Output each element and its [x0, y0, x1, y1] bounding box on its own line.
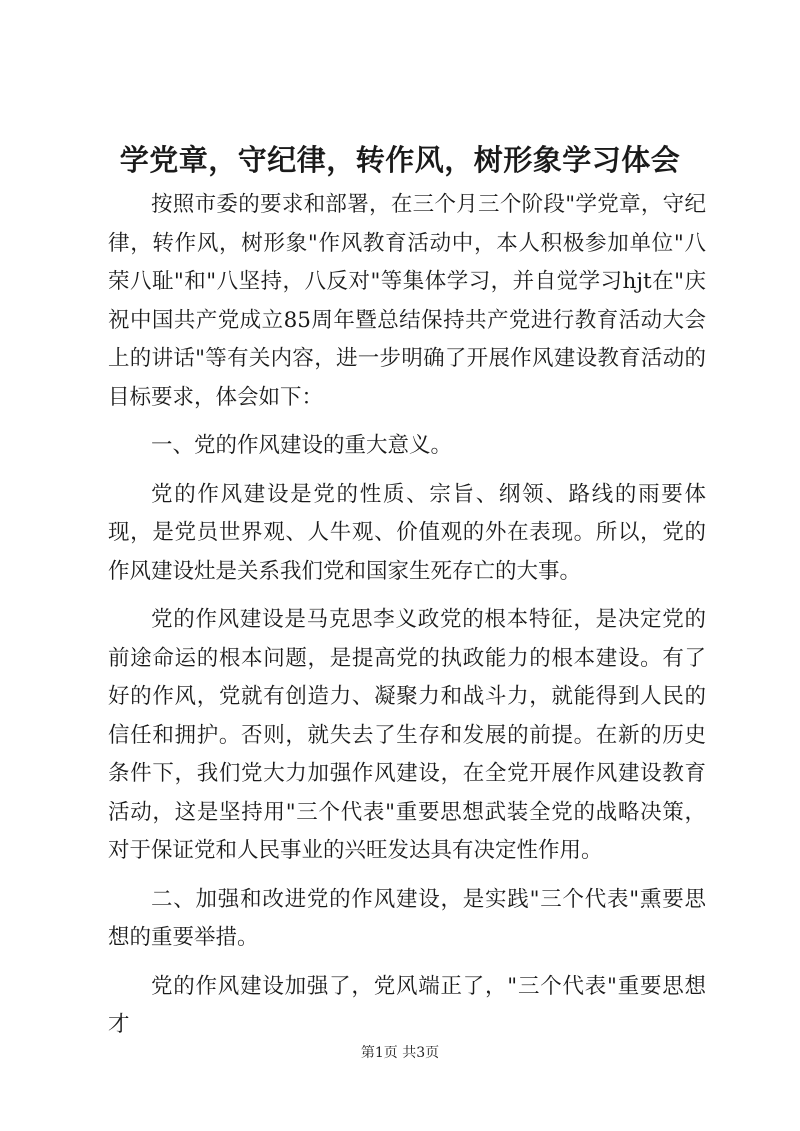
- paragraph-fundamental-feature: 党的作风建设是马克思李义政党的根本特征，是决定党的前途命运的根本问题，是提高党的执政能力的根本建设。有了好的作风，党就有创造力、凝聚力和战斗力，就能得到人民的信任和拥护。否则，就失去了生存和发展的前提。在新的历史条件下，我们党大力加强作风建设，在全党开展作风建设教育活动，这是坚持用"三个代表"重要思想武装全党的战略决策，对于保证党和人民事业的兴旺发达具有决定性作用。: [108, 607, 706, 863]
- document-title: 学党章，守纪律，转作风，树形象学习体会: [119, 143, 681, 177]
- paragraph-intro: 按照市委的要求和部署，在三个月三个阶段"学党章，守纪律，转作风，树形象"作风教育活动中，本人积极参加单位"八荣八耻"和"八坚持，八反对"等集体学习，并自觉学习hjt在"庆祝中国共产党成立85周年暨总结保持共产党进行教育活动大会上的讲话"等有关内容，进一步明确了开展作风建设教育活动的目标要求，体会如下：: [108, 192, 706, 410]
- document-body: [108, 186, 706, 1055]
- section-heading-1: 一、党的作风建设的重大意义。: [151, 433, 453, 458]
- section-heading-2: 二、加强和改进党的作风建设，是实践"三个代表"熏要思想的重要举措。: [108, 886, 706, 950]
- paragraph-practice: 党的作风建设加强了，党风端正了，"三个代表"重要思想才: [108, 973, 706, 1037]
- paragraph-significance: 党的作风建设是党的性质、宗旨、纲领、路线的雨要体现，是党员世界观、人牛观、价值观的外在表现。所以，党的作风建设灶是关系我们党和国家生死存亡的大事。: [108, 481, 706, 584]
- page-number-footer: 第1页 共3页: [360, 1045, 440, 1061]
